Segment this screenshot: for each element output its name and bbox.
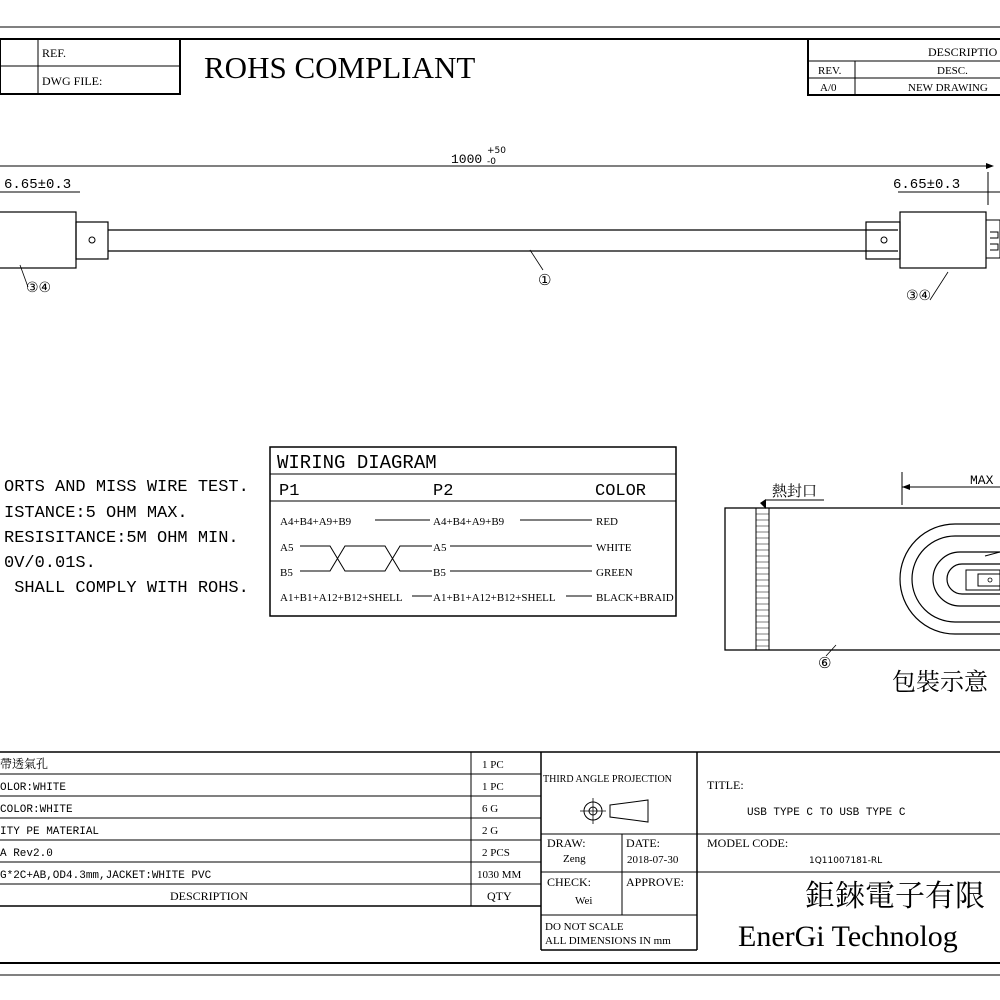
check-label: CHECK: [547, 875, 592, 889]
length-tol-minus: -0 [487, 157, 496, 167]
bom-row-6-qty: 1030 MM [477, 869, 522, 881]
ref-block [0, 39, 180, 94]
wiring-row-2-color: WHITE [596, 542, 632, 554]
cable-callout: ① [538, 271, 552, 289]
title-label: TITLE: [707, 778, 744, 792]
left-connector-dimension: 6.65±0.3 [4, 177, 72, 193]
date-value: 2018-07-30 [627, 854, 679, 866]
twisted-pair-lines [300, 546, 432, 571]
wiring-row-1-color: RED [596, 516, 618, 528]
check-value: Wei [575, 895, 593, 907]
bom-qty-header: QTY [487, 889, 512, 903]
bag-outline [725, 508, 1000, 650]
wiring-row-2-p1: A5 [280, 542, 294, 554]
length-tol-plus: +50 [487, 146, 506, 156]
notes [4, 478, 249, 598]
wiring-row-1-p1: A4+B4+A9+B9 [280, 516, 352, 528]
company-name-chinese: 鉅錸電子有限 [805, 880, 985, 913]
length-dimension: 1000 [451, 152, 483, 167]
packaging-diagram [725, 472, 1000, 696]
bag-callout: ⑥ [818, 654, 832, 672]
rev-value: A/0 [820, 82, 837, 94]
projection-label: THIRD ANGLE PROJECTION [543, 774, 672, 785]
all-dimensions-note: ALL DIMENSIONS IN mm [545, 935, 671, 947]
wiring-row-3-color: GREEN [596, 567, 633, 579]
right-plug-tongue [986, 220, 1000, 258]
right-connector-dimension: 6.65±0.3 [893, 177, 961, 193]
note-line-5: SHALL COMPLY WITH ROHS. [4, 579, 249, 598]
draw-label: DRAW: [547, 836, 586, 850]
coiled-cable [900, 524, 1000, 634]
bom-row-2-qty: 1 PC [482, 781, 504, 793]
model-code-label: MODEL CODE: [707, 836, 789, 850]
bom-row-1-qty: 1 PC [482, 759, 504, 771]
left-connector-housing [0, 212, 76, 268]
wiring-row-3-p2: B5 [433, 567, 446, 579]
company-name-english: EnerGi Technolog [738, 920, 958, 953]
do-not-scale-note: DO NOT SCALE [545, 921, 624, 933]
dwg-file-label: DWG FILE: [42, 74, 103, 88]
bom-row-5-desc: A Rev2.0 [0, 848, 53, 860]
bom-row-4-desc: ITY PE MATERIAL [0, 826, 100, 838]
bom-row-1-desc: 帶透氣孔 [0, 757, 49, 771]
rev-label: REV. [818, 65, 842, 77]
title-value: USB TYPE C TO USB TYPE C [747, 807, 906, 819]
rohs-compliant-title: ROHS COMPLIANT [204, 50, 476, 85]
wiring-p2-label: P2 [433, 482, 454, 501]
right-strain-relief [866, 222, 900, 259]
wiring-row-4-p2: A1+B1+A12+B12+SHELL [433, 592, 556, 604]
third-angle-projection-icon [580, 798, 648, 824]
bom-description-header: DESCRIPTION [170, 889, 249, 903]
main-title-block [541, 752, 1000, 953]
wiring-color-label: COLOR [595, 482, 647, 501]
wiring-row-3-p1: B5 [280, 567, 293, 579]
bom-row-3-qty: 6 G [482, 803, 499, 815]
wiring-diagram [270, 447, 676, 616]
approve-label: APPROVE: [626, 875, 685, 889]
right-connector-callout: ③④ [906, 288, 932, 304]
left-strain-relief [76, 222, 108, 259]
bom-row-6-desc: G*2C+AB,OD4.3mm,JACKET:WHITE PVC [0, 870, 212, 882]
max-dimension-label: MAX [970, 473, 994, 488]
right-connector-housing [900, 212, 986, 268]
bom-row-2-desc: OLOR:WHITE [0, 782, 67, 794]
date-label: DATE: [626, 836, 660, 850]
revision-header: DESCRIPTIO [928, 45, 998, 59]
desc-value: NEW DRAWING [908, 82, 988, 94]
cable-assembly [0, 146, 1000, 304]
bom-row-3-desc: COLOR:WHITE [0, 804, 73, 816]
wiring-row-1-p2: A4+B4+A9+B9 [433, 516, 505, 528]
ref-label: REF. [42, 46, 67, 60]
heat-seal-strip [756, 508, 769, 650]
note-line-2: ISTANCE:5 OHM MAX. [4, 504, 188, 523]
note-line-4: 0V/0.01S. [4, 554, 96, 573]
model-code-value: 1Q11007181-RL [809, 856, 883, 866]
wiring-title: WIRING DIAGRAM [277, 452, 437, 474]
packaging-caption: 包裝示意 [892, 668, 988, 696]
wiring-row-4-p1: A1+B1+A12+B12+SHELL [280, 592, 403, 604]
wiring-row-4-color: BLACK+BRAID [596, 592, 674, 604]
note-line-1: ORTS AND MISS WIRE TEST. [4, 478, 249, 497]
bom-row-5-qty: 2 PCS [482, 847, 510, 859]
heat-seal-label: 熱封口 [772, 482, 818, 500]
revision-block [808, 39, 1000, 95]
left-connector-callout: ③④ [26, 280, 52, 296]
desc-label: DESC. [937, 65, 968, 77]
bom-row-4-qty: 2 G [482, 825, 499, 837]
wiring-p1-label: P1 [279, 482, 300, 501]
wiring-row-2-p2: A5 [433, 542, 447, 554]
draw-value: Zeng [563, 853, 586, 865]
note-line-3: RESISITANCE:5M OHM MIN. [4, 529, 239, 548]
